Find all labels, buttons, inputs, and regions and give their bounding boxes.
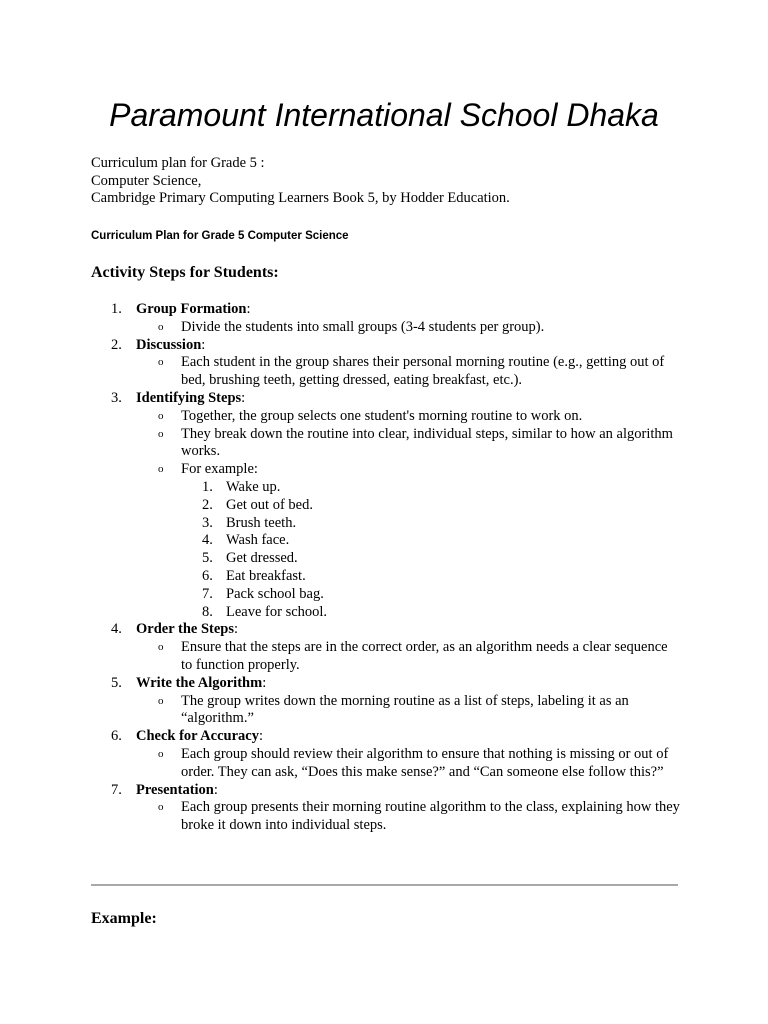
bullet-text: For example: <box>181 461 258 478</box>
plan-subheading: Curriculum Plan for Grade 5 Computer Science <box>91 230 349 242</box>
example-heading: Example: <box>91 910 157 927</box>
bullet-icon: o <box>158 356 164 369</box>
horizontal-divider <box>91 884 678 886</box>
bullet-text: Ensure that the steps are in the correct order, as an algorithm needs a clear sequence to function properly. <box>181 639 668 673</box>
step-bullet-list <box>136 693 681 729</box>
step-heading: Check for Accuracy <box>136 728 259 745</box>
step-bullet-item <box>136 461 681 621</box>
example-step-number: 6. <box>202 567 213 584</box>
step-heading: Group Formation <box>136 301 247 317</box>
activity-steps-list <box>91 301 681 835</box>
example-step-item <box>181 604 681 622</box>
example-step-number: 7. <box>202 585 213 602</box>
step-bullet-item <box>136 426 681 462</box>
step-bullet-item <box>136 408 681 426</box>
example-step-item <box>181 497 681 515</box>
example-step-number: 5. <box>202 550 213 567</box>
step-bullet-list <box>136 408 681 622</box>
step-bullet-item <box>136 693 681 729</box>
bullet-icon: o <box>158 427 164 440</box>
step-bullet-item <box>136 639 681 675</box>
step-item: 2. Discussion: o Each student in the group shares their personal morning routine (e.g., getting out of bed, brushing teeth, getting dressed, eating breakfast, etc.). <box>91 337 681 390</box>
bullet-text: Each group should review their algorithm to ensure that nothing is missing or out of order. They can ask, “Does this make sense?” and “Can someone else follow this?” <box>181 745 669 780</box>
step-item: 1. Group Formation: o Divide the students into small groups (3-4 students per group). <box>91 301 681 337</box>
step-number: 1. <box>111 301 122 317</box>
bullet-text: Divide the students into small groups (3-4 students per group). <box>181 318 545 335</box>
example-step-text: Get dressed. <box>226 550 298 567</box>
page-title: Paramount International School Dhaka <box>109 97 659 133</box>
example-step-text: Get out of bed. <box>226 496 313 513</box>
example-step-number: 1. <box>202 478 213 495</box>
bullet-icon: o <box>158 320 164 333</box>
bullet-icon: o <box>158 463 164 476</box>
activity-heading: Activity Steps for Students: <box>91 264 279 281</box>
step-number: 4. <box>111 621 122 638</box>
step-number: 5. <box>111 674 122 691</box>
example-steps-list <box>181 479 681 621</box>
step-number: 6. <box>111 728 122 745</box>
bullet-icon: o <box>158 694 164 707</box>
step-heading: Presentation <box>136 781 214 798</box>
bullet-text: Each student in the group shares their personal morning routine (e.g., getting out of bed, brushing teeth, getting dressed, eating breakfast, etc.). <box>181 354 665 389</box>
example-step-item <box>181 568 681 586</box>
step-bullet-list <box>136 639 681 675</box>
example-step-number: 3. <box>202 514 213 531</box>
example-step-item <box>181 515 681 533</box>
example-step-number: 2. <box>202 496 213 513</box>
step-bullet-item <box>136 319 681 337</box>
step-heading: Write the Algorithm <box>136 674 263 691</box>
example-step-item <box>181 479 681 497</box>
step-bullet-item <box>136 746 681 782</box>
bullet-icon: o <box>158 409 164 422</box>
example-step-text: Brush teeth. <box>226 514 297 531</box>
example-step-text: Pack school bag. <box>226 585 324 602</box>
step-number: 2. <box>111 336 122 353</box>
example-step-text: Wash face. <box>226 532 290 549</box>
bullet-text: They break down the routine into clear, individual steps, similar to how an algorithm works. <box>181 425 673 460</box>
intro-line-grade: Curriculum plan for Grade 5 : <box>91 155 265 171</box>
example-step-item <box>181 550 681 568</box>
intro-line-book: Cambridge Primary Computing Learners Book 5, by Hodder Education. <box>91 190 510 207</box>
bullet-text: The group writes down the morning routine as a list of steps, labeling it as an “algorithm.” <box>181 692 629 727</box>
step-bullet-list <box>136 319 681 337</box>
step-item: 5. Write the Algorithm: o The group writes down the morning routine as a list of steps, labeling it as an “algorithm.” <box>91 675 681 728</box>
bullet-text: Together, the group selects one student's morning routine to work on. <box>181 407 583 424</box>
step-bullet-list <box>136 354 681 390</box>
bullet-text: Each group presents their morning routine algorithm to the class, explaining how they broke it down into individual steps. <box>181 799 680 834</box>
step-bullet-list <box>136 799 681 835</box>
step-heading: Discussion <box>136 336 202 353</box>
step-number: 7. <box>111 781 122 798</box>
step-item: 7. Presentation: o Each group presents their morning routine algorithm to the class, explaining how they broke it down into individual steps. <box>111 781 680 834</box>
intro-block <box>91 155 510 208</box>
step-bullet-item <box>136 354 681 390</box>
bullet-icon: o <box>158 747 164 760</box>
step-heading: Identifying Steps <box>136 389 242 406</box>
step-bullet-item <box>136 799 681 835</box>
bullet-icon: o <box>158 641 164 654</box>
step-item: 3. Identifying Steps: o Together, the group selects one student's morning routine to work on. o They break down the routine into clear, individual steps, similar to how an algorithm works. o For example: 1. Wake up. 2. Get out of bed. 3. Brush teeth. 4. Wash face. 5. Get dressed. 6. Eat breakfast. 7. Pack school bag. 8. Leave for school. <box>91 390 681 621</box>
step-item: 4. Order the Steps: o Ensure that the steps are in the correct order, as an algorithm needs a clear sequence to function properly. <box>91 621 681 674</box>
intro-line-subject: Computer Science, <box>91 172 202 189</box>
bullet-icon: o <box>158 801 164 814</box>
example-step-text: Leave for school. <box>226 603 328 620</box>
step-number: 3. <box>111 389 122 406</box>
example-step-item <box>181 586 681 604</box>
step-bullet-list <box>136 746 681 782</box>
example-step-number: 4. <box>202 532 213 549</box>
step-heading: Order the Steps <box>136 621 235 638</box>
example-step-text: Eat breakfast. <box>226 567 306 584</box>
step-item: 6. Check for Accuracy: o Each group should review their algorithm to ensure that nothing is missing or out of order. They can ask, “Does this make sense?” and “Can someone else follow this?” <box>91 728 681 781</box>
example-step-item <box>181 532 681 550</box>
example-step-text: Wake up. <box>226 478 281 495</box>
example-step-number: 8. <box>202 603 213 620</box>
